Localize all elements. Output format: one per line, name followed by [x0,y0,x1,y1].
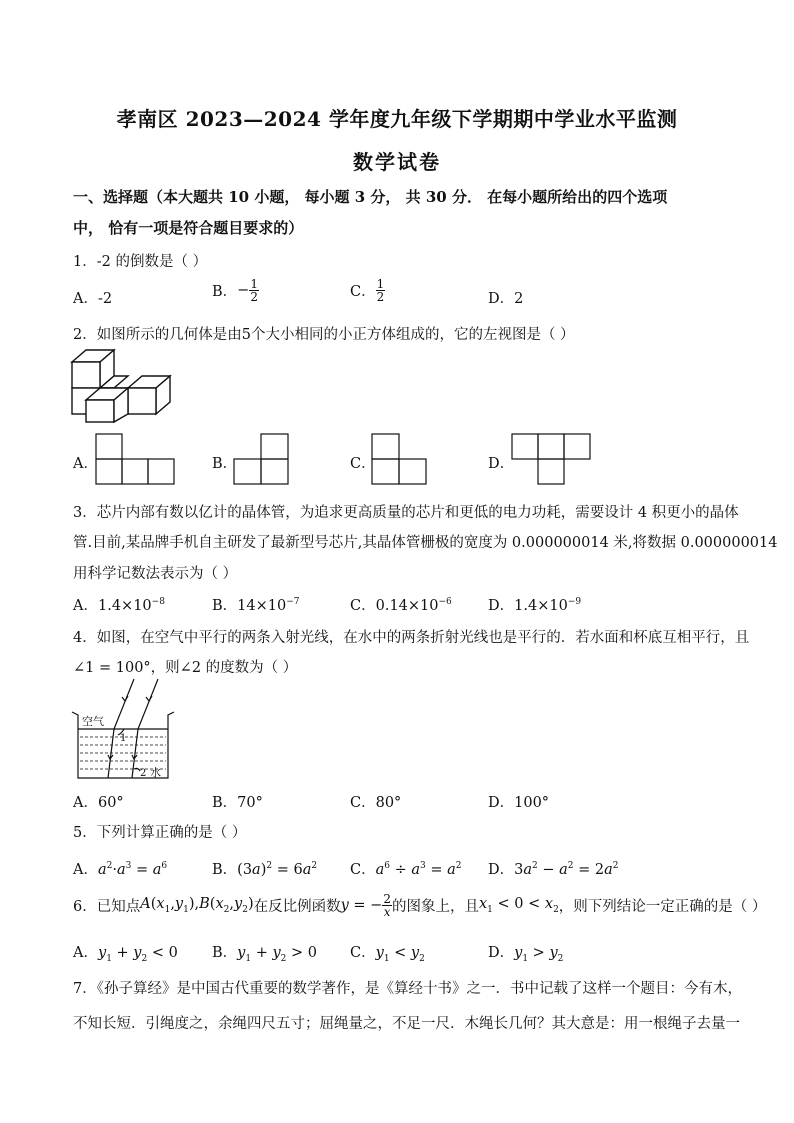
q2-option-a-figure [96,434,176,486]
q4-stem-line1: 4．如图，在空气中平行的两条入射光线，在水中的两条折射光线也是平行的．若水面和杯底互相平行，且 [73,630,750,646]
q2-option-c: C． [350,456,376,472]
q2-option-b-figure [234,434,290,486]
q3-stem-line2: 管.目前,某品牌手机自主研发了最新型号芯片,其晶体管栅极的宽度为 0.000000014 米,将数据 0.000000014 [73,535,778,551]
q2-stem: 2．如图所示的几何体是由5个大小相同的小正方体组成的，它的左视图是（ ） [73,327,575,343]
q6-option-a: A．$y_1 + y_2 < 0$ [73,945,178,964]
q4-stem-line2: ∠1 = 100°，则∠2 的度数为（ ） [73,660,298,676]
q4-label-2: 2 [140,768,147,779]
q2-option-d-figure [512,434,592,486]
q5-option-c: C．$a^6 \div a^3 = a^2$ [350,861,462,878]
q4-label-1: 1 [120,733,127,744]
q3-option-a: A．$1.4\times 10^{-8}$ [73,597,165,614]
q5-option-a: A．$a^2\cdot a^3 = a^6$ [73,861,168,878]
q4-label-water: 水 [150,766,161,779]
q1-option-b: B．− $\frac{1}{2}$ [212,277,258,304]
q1-option-a: A．-2 [73,291,113,307]
q6-option-c: C．$y_1 < y_2$ [350,945,425,964]
q7-stem-line2: 不知长短．引绳度之，余绳四尺五寸；屈绳量之，不足一尺．木绳长几何？其大意是：用一根绳子去量一 [73,1016,740,1032]
section-heading-line2: 中， 恰有一项是符合题目要求的） [73,219,304,237]
q4-option-d: D．100° [488,795,550,811]
page-subtitle: 数学试卷 [353,150,441,174]
q6-stem: 6．已知点$A(x_1,y_1),B(x_2,y_2)$在反比例函数y = − $\frac{2}{x}$ 的图象上，且$x_1 < 0 < x_2$，则下列结论一定正确的是（ ） [73,892,767,919]
q4-option-a: A．60° [73,795,124,811]
q6-option-b: B．$y_1 + y_2 > 0$ [212,945,317,964]
q3-option-d: D．$1.4\times 10^{-9}$ [488,597,582,614]
q5-option-b: B．$(3a)^2 = 6a^2$ [212,861,318,878]
section-heading-line1: 一、选择题（本大题共 10 小题， 每小题 3 分， 共 30 分． 在每小题所给出的四个选项 [73,188,668,206]
q5-stem: 5．下列计算正确的是（ ） [73,825,247,841]
q4-light-figure [70,677,178,783]
q2-option-d: D． [488,456,515,472]
q1-option-d: D．2 [488,291,524,307]
q7-stem-line1: 7．《孙子算经》是中国古代重要的数学著作，是《算经十书》之一．书中记载了这样一个题目：今有木， [73,981,742,997]
q2-option-b: B． [212,456,238,472]
q3-option-b: B．$14\times 10^{-7}$ [212,597,300,614]
q1-option-c: C． $\frac{1}{2}$ [350,277,385,304]
q6-option-d: D．$y_1 > y_2$ [488,945,564,964]
page-title: 孝南区 2023—2024 学年度九年级下学期期中学业水平监测 [116,107,678,131]
q4-label-air: 空气 [82,715,104,728]
q2-option-a: A． [73,456,98,472]
q2-solid-figure [70,348,180,420]
q3-stem-line1: 3．芯片内部有数以亿计的晶体管，为追求更高质量的芯片和更低的电力功耗，需要设计 4 积更小的晶体 [73,505,739,521]
q1-stem: 1．-2 的倒数是（ ） [73,254,208,270]
q5-option-d: D．$3a^2 - a^2 = 2a^2$ [488,861,619,878]
q2-option-c-figure [372,434,428,486]
q4-option-c: C．80° [350,795,402,811]
q4-option-b: B．70° [212,795,263,811]
q3-option-c: C．$0.14\times 10^{-6}$ [350,597,452,614]
q3-stem-line3: 用科学记数法表示为（ ） [73,566,238,582]
